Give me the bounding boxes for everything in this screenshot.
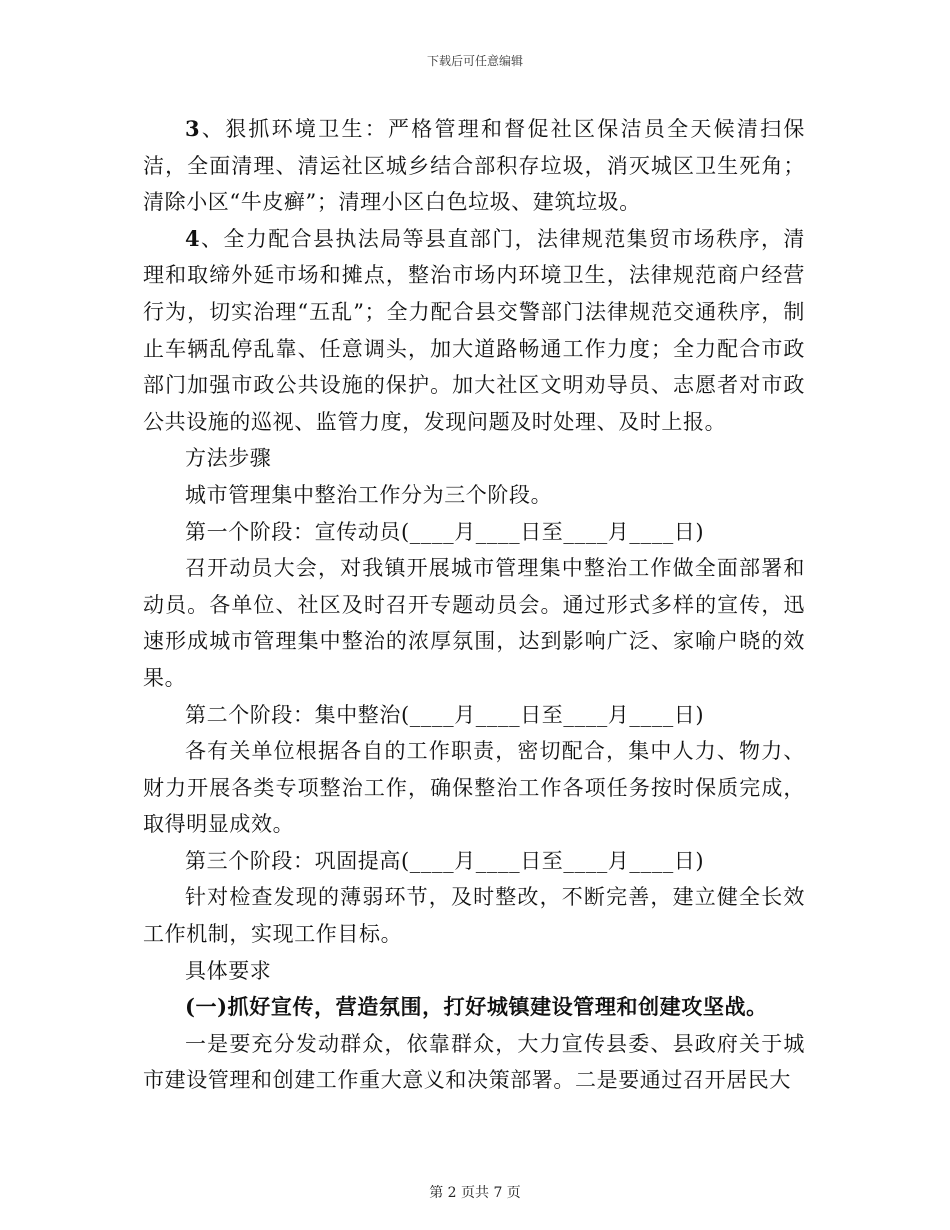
paragraph-stages-intro: [143, 477, 805, 514]
stage-2-body: [143, 733, 805, 843]
paragraph-text: (一)抓好宣传，营造氛围，打好城镇建设管理和创建攻坚战。: [185, 994, 768, 1020]
stage-3-heading: [143, 843, 805, 880]
stage-2-heading: [143, 697, 805, 734]
stage-1-heading: [143, 514, 805, 551]
stage-3-body: [143, 879, 805, 952]
paragraph-text: 第一个阶段：宣传动员(____月____日至____月____日): [185, 519, 705, 544]
paragraph-text: 召开动员大会，对我镇开展城市管理集中整治工作做全面部署和动员。各单位、社区及时召开专题动员会。通过形式多样的宣传，迅速形成城市管理集中整治的浓厚氛围，达到影响广泛、家喻户晓的效果。: [143, 556, 805, 690]
item-number: 4: [185, 225, 201, 251]
paragraph-text: 、全力配合县执法局等县直部门，法律规范集贸市场秩序，清理和取缔外延市场和摊点，整治市场内环境卫生，法律规范商户经营行为，切实治理“五乱”；全力配合县交警部门法律规范交通秩序，制止车辆乱停乱靠、任意调头，加大道路畅通工作力度；全力配合市政部门加强市政公共设施的保护。加大社区文明劝导员、志愿者对市政公共设施的巡视、监管力度，发现问题及时处理、及时上报。: [143, 226, 805, 434]
paragraph-3: [143, 111, 805, 221]
paragraph-text: 一是要充分发动群众，依靠群众，大力宣传县委、县政府关于城市建设管理和创建工作重大意义和决策部署。二是要通过召开居民大: [143, 1031, 805, 1093]
paragraph-text: 针对检查发现的薄弱环节，及时整改，不断完善，建立健全长效工作机制，实现工作目标。: [143, 885, 805, 947]
paragraph-4: [143, 221, 805, 441]
paragraph-text: 第三个阶段：巩固提高(____月____日至____月____日): [185, 848, 705, 873]
requirement-1-heading: [143, 989, 805, 1026]
section-heading-methods: [143, 440, 805, 477]
paragraph-text: 各有关单位根据各自的工作职责，密切配合，集中人力、物力、财力开展各类专项整治工作，确保整治工作各项任务按时保质完成，取得明显成效。: [143, 739, 805, 837]
page-header: 下载后可任意编辑: [426, 54, 523, 68]
paragraph-text: 具体要求: [185, 958, 272, 983]
paragraph-text: 方法步骤: [185, 446, 272, 471]
paragraph-text: 城市管理集中整治工作分为三个阶段。: [185, 482, 553, 507]
item-number: 3: [185, 116, 201, 141]
paragraph-text: 、狠抓环境卫生：严格管理和督促社区保洁员全天候清扫保洁，全面清理、清运社区城乡结合部积存垃圾，消灭城区卫生死角；清除小区“牛皮癣”；清理小区白色垃圾、建筑垃圾。: [143, 117, 805, 215]
page-footer: 第 2 页共 7 页: [429, 1185, 521, 1201]
paragraph-text: 第二个阶段：集中整治(____月____日至____月____日): [185, 702, 705, 727]
requirement-1-body: [143, 1026, 805, 1099]
stage-1-body: [143, 550, 805, 696]
document-body: [143, 111, 805, 1099]
section-heading-requirements: [143, 953, 805, 990]
